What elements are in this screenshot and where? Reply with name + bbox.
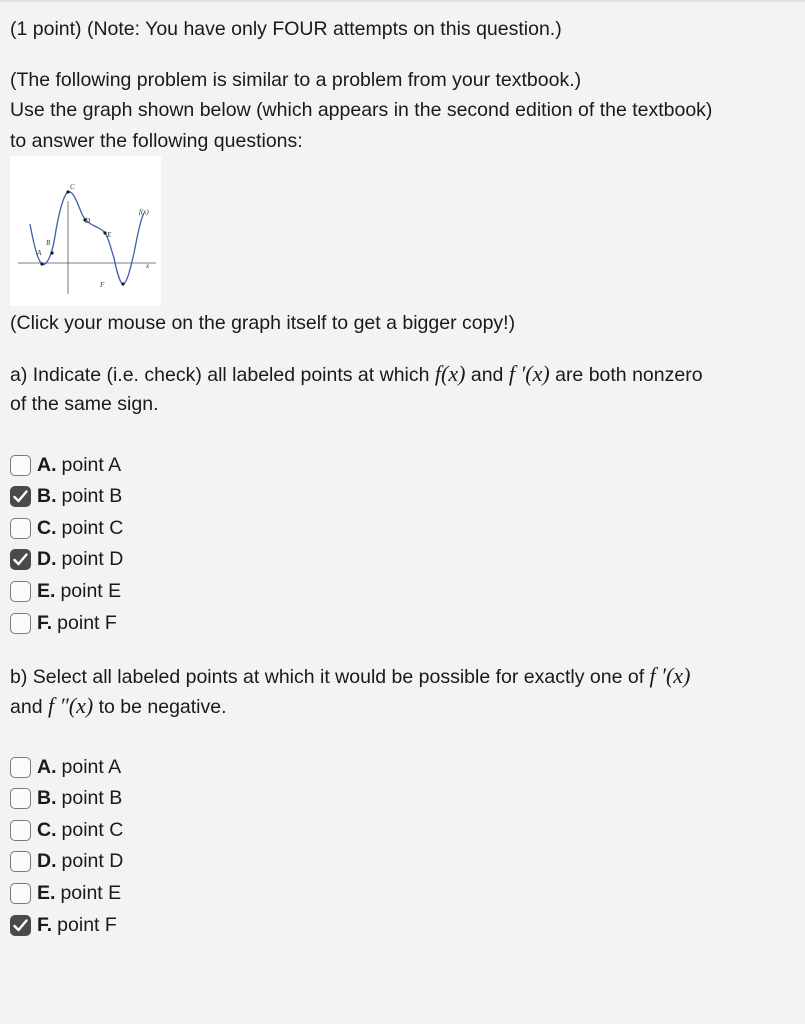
answer-option[interactable] [10, 911, 117, 939]
part-a-prefix: a) Indicate (i.e. check) all labeled points at which [10, 364, 430, 386]
answer-option[interactable] [10, 577, 121, 605]
checkmark-icon [13, 553, 28, 566]
part-a-and: and [470, 364, 504, 386]
f-of-x: f(x) [434, 361, 466, 386]
option-letter: A. [37, 453, 57, 476]
option-letter: C. [37, 516, 57, 539]
answer-option[interactable] [10, 785, 122, 813]
answer-option[interactable] [10, 609, 117, 637]
option-letter: D. [37, 850, 57, 873]
option-letter: A. [37, 755, 57, 778]
click-hint: (Click your mouse on the graph itself to get a bigger copy!) [10, 312, 516, 334]
option-text: point C [61, 516, 124, 539]
graph-svg [10, 156, 161, 306]
part-b-suffix: to be negative. [98, 696, 227, 718]
label-b: B [46, 239, 51, 247]
answer-option[interactable] [10, 816, 123, 844]
intro-line-1: (The following problem is similar to a problem from your textbook.) [10, 69, 582, 91]
checkbox[interactable] [10, 788, 31, 809]
option-letter: B. [37, 485, 57, 508]
option-text: point D [61, 850, 124, 873]
label-c: C [70, 183, 75, 191]
function-graph-thumbnail[interactable] [10, 156, 161, 306]
checkbox[interactable] [10, 581, 31, 602]
part-a-suffix: are both nonzero [555, 364, 703, 386]
label-f: F [100, 281, 105, 289]
part-a-question [10, 359, 800, 390]
answer-option[interactable] [10, 848, 123, 876]
checkbox[interactable] [10, 518, 31, 539]
part-b-question [10, 661, 800, 692]
checkbox[interactable] [10, 613, 31, 634]
top-divider [0, 0, 805, 2]
checkbox-checked[interactable] [10, 486, 31, 507]
answer-option[interactable] [10, 753, 121, 781]
part-b-line-2 [10, 691, 800, 722]
option-letter: D. [37, 548, 57, 571]
checkmark-icon [13, 919, 28, 932]
point-a-dot [40, 262, 43, 265]
option-text: point B [61, 787, 123, 810]
option-letter: E. [37, 881, 56, 904]
label-x-axis: x [146, 262, 150, 270]
answer-option[interactable] [10, 879, 121, 907]
label-a: A [37, 249, 42, 257]
option-text: point F [57, 913, 117, 936]
checkbox-checked[interactable] [10, 549, 31, 570]
option-text: point F [57, 611, 117, 634]
intro-line-2: Use the graph shown below (which appears in the second edition of the textbook) [10, 99, 713, 121]
checkbox[interactable] [10, 757, 31, 778]
part-a-line-2: of the same sign. [10, 393, 159, 415]
option-text: point E [60, 881, 122, 904]
checkbox[interactable] [10, 455, 31, 476]
intro-line-3: to answer the following questions: [10, 130, 303, 152]
option-text: point D [61, 548, 124, 571]
option-text: point A [61, 453, 122, 476]
option-letter: C. [37, 818, 57, 841]
label-d: D [85, 217, 91, 225]
option-text: point C [61, 818, 124, 841]
f-prime-of-x: f ′(x) [649, 663, 691, 688]
answer-option[interactable] [10, 546, 123, 574]
answer-option[interactable] [10, 451, 121, 479]
curve-f [30, 192, 144, 284]
checkbox[interactable] [10, 883, 31, 904]
f-double-prime-of-x: f ″(x) [47, 693, 94, 718]
checkbox-checked[interactable] [10, 915, 31, 936]
option-letter: F. [37, 611, 53, 634]
option-text: point B [61, 485, 123, 508]
option-letter: E. [37, 579, 56, 602]
point-f-dot [121, 282, 124, 285]
part-b-and: and [10, 696, 43, 718]
points-note: (1 point) (Note: You have only FOUR attempts on this question.) [10, 18, 562, 40]
answer-option[interactable] [10, 483, 122, 511]
option-text: point E [60, 579, 122, 602]
option-letter: B. [37, 787, 57, 810]
label-e: E [107, 231, 112, 239]
label-fx: f(x) [139, 208, 149, 216]
checkbox[interactable] [10, 851, 31, 872]
f-prime-of-x: f ′(x) [508, 361, 550, 386]
answer-option[interactable] [10, 514, 123, 542]
option-letter: F. [37, 913, 53, 936]
point-b-dot [50, 251, 53, 254]
checkmark-icon [13, 490, 28, 503]
part-b-prefix: b) Select all labeled points at which it would be possible for exactly one of [10, 666, 645, 688]
option-text: point A [61, 755, 122, 778]
checkbox[interactable] [10, 820, 31, 841]
